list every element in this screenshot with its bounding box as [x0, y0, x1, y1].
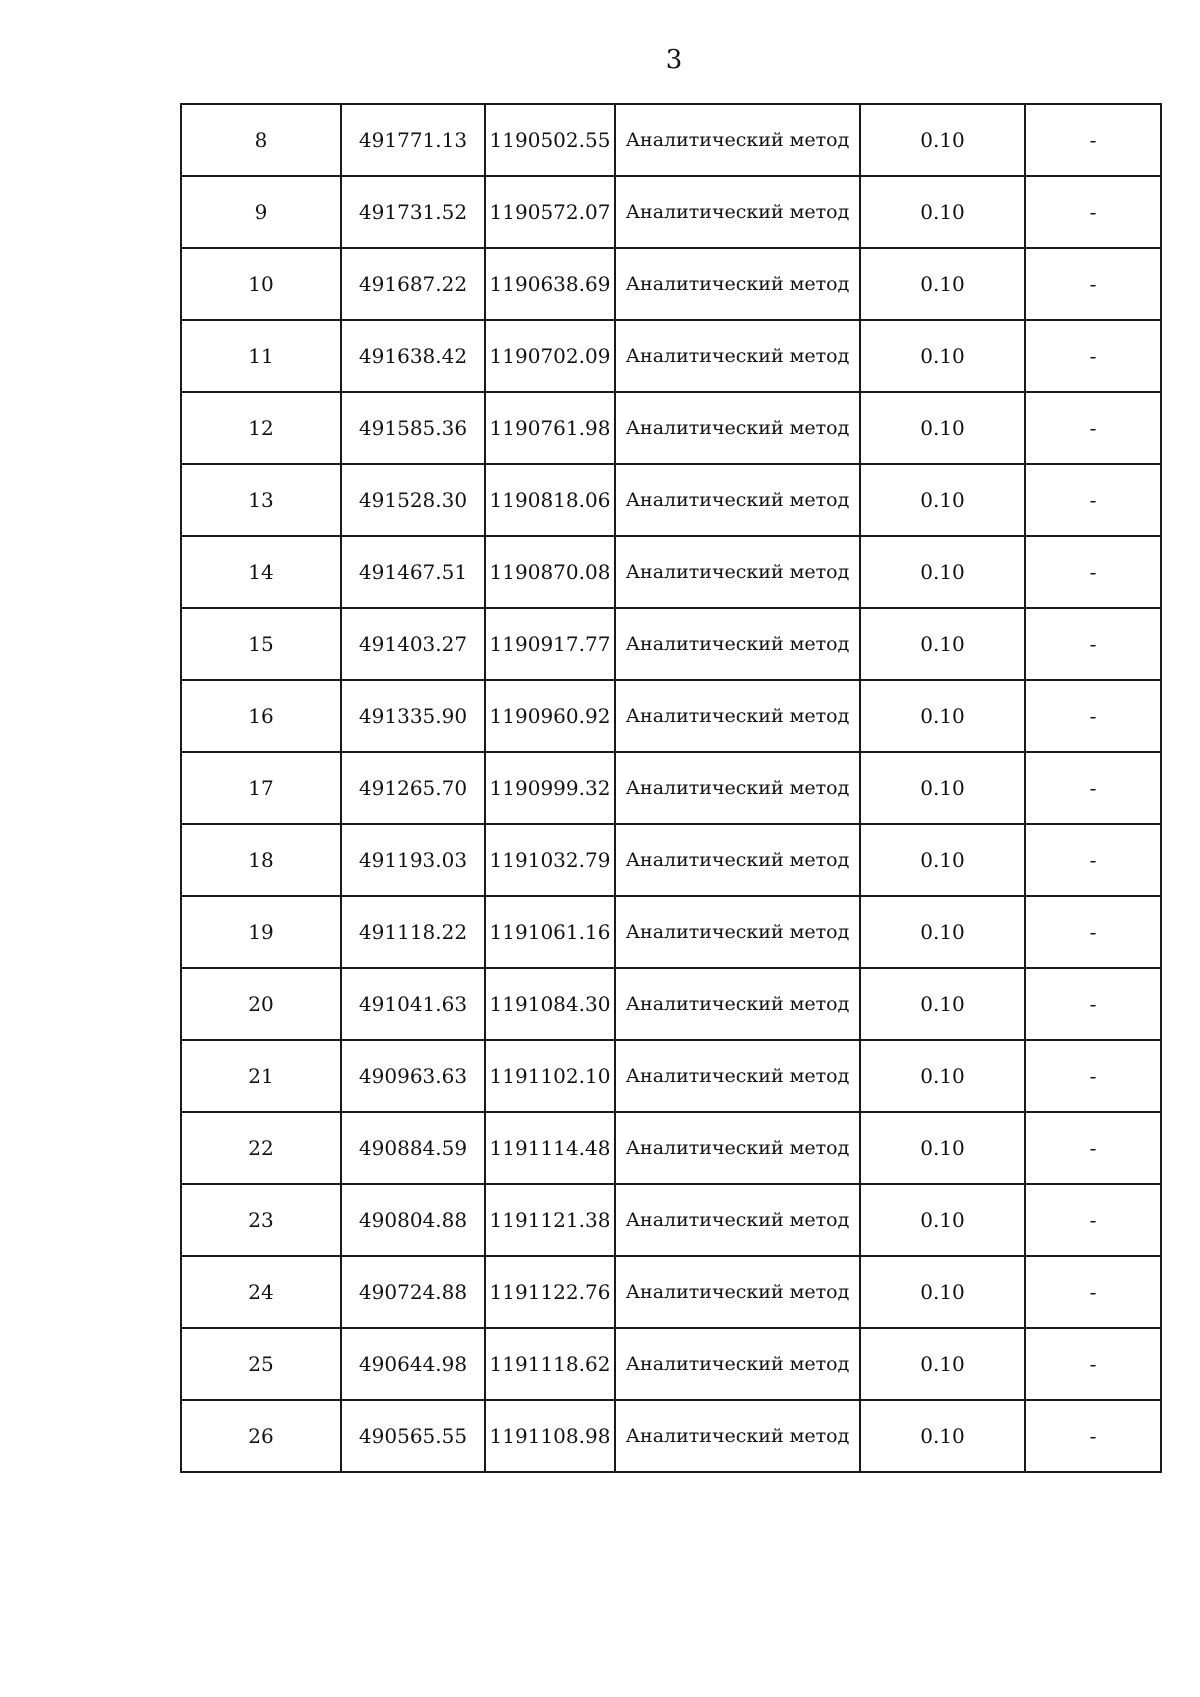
y-coordinate-cell: 1190917.77 — [485, 608, 615, 680]
method-cell: Аналитический метод — [615, 680, 860, 752]
point-number-cell: 26 — [181, 1400, 341, 1472]
table-row — [181, 104, 1161, 176]
x-coordinate-cell: 491403.27 — [341, 608, 485, 680]
y-coordinate-cell: 1190702.09 — [485, 320, 615, 392]
table-row — [181, 1184, 1161, 1256]
accuracy-cell: 0.10 — [860, 1328, 1025, 1400]
table-row — [181, 1040, 1161, 1112]
y-coordinate-cell: 1190999.32 — [485, 752, 615, 824]
method-cell: Аналитический метод — [615, 536, 860, 608]
table-row — [181, 608, 1161, 680]
accuracy-cell: 0.10 — [860, 1256, 1025, 1328]
y-coordinate-cell: 1191122.76 — [485, 1256, 615, 1328]
x-coordinate-cell: 491771.13 — [341, 104, 485, 176]
table-body — [181, 104, 1161, 1472]
y-coordinate-cell: 1191118.62 — [485, 1328, 615, 1400]
note-cell: - — [1025, 1256, 1161, 1328]
table-row — [181, 1328, 1161, 1400]
accuracy-cell: 0.10 — [860, 896, 1025, 968]
x-coordinate-cell: 491687.22 — [341, 248, 485, 320]
point-number-cell: 17 — [181, 752, 341, 824]
point-number-cell: 8 — [181, 104, 341, 176]
x-coordinate-cell: 491041.63 — [341, 968, 485, 1040]
point-number-cell: 20 — [181, 968, 341, 1040]
point-number-cell: 12 — [181, 392, 341, 464]
note-cell: - — [1025, 248, 1161, 320]
method-cell: Аналитический метод — [615, 392, 860, 464]
accuracy-cell: 0.10 — [860, 680, 1025, 752]
method-cell: Аналитический метод — [615, 968, 860, 1040]
accuracy-cell: 0.10 — [860, 968, 1025, 1040]
note-cell: - — [1025, 752, 1161, 824]
accuracy-cell: 0.10 — [860, 176, 1025, 248]
x-coordinate-cell: 491265.70 — [341, 752, 485, 824]
page-number: 3 — [665, 45, 683, 75]
y-coordinate-cell: 1191114.48 — [485, 1112, 615, 1184]
method-cell: Аналитический метод — [615, 1328, 860, 1400]
y-coordinate-cell: 1190818.06 — [485, 464, 615, 536]
point-number-cell: 22 — [181, 1112, 341, 1184]
note-cell: - — [1025, 680, 1161, 752]
table-row — [181, 464, 1161, 536]
method-cell: Аналитический метод — [615, 1400, 860, 1472]
x-coordinate-cell: 490644.98 — [341, 1328, 485, 1400]
x-coordinate-cell: 491731.52 — [341, 176, 485, 248]
note-cell: - — [1025, 1328, 1161, 1400]
method-cell: Аналитический метод — [615, 1040, 860, 1112]
accuracy-cell: 0.10 — [860, 752, 1025, 824]
point-number-cell: 21 — [181, 1040, 341, 1112]
method-cell: Аналитический метод — [615, 104, 860, 176]
table-row — [181, 248, 1161, 320]
point-number-cell: 11 — [181, 320, 341, 392]
table-row — [181, 680, 1161, 752]
method-cell: Аналитический метод — [615, 1112, 860, 1184]
point-number-cell: 9 — [181, 176, 341, 248]
point-number-cell: 19 — [181, 896, 341, 968]
y-coordinate-cell: 1190761.98 — [485, 392, 615, 464]
note-cell: - — [1025, 176, 1161, 248]
point-number-cell: 18 — [181, 824, 341, 896]
x-coordinate-cell: 491335.90 — [341, 680, 485, 752]
point-number-cell: 23 — [181, 1184, 341, 1256]
note-cell: - — [1025, 608, 1161, 680]
method-cell: Аналитический метод — [615, 824, 860, 896]
accuracy-cell: 0.10 — [860, 608, 1025, 680]
accuracy-cell: 0.10 — [860, 248, 1025, 320]
accuracy-cell: 0.10 — [860, 1040, 1025, 1112]
note-cell: - — [1025, 392, 1161, 464]
table-row — [181, 320, 1161, 392]
coordinates-table — [180, 103, 1162, 1473]
accuracy-cell: 0.10 — [860, 104, 1025, 176]
x-coordinate-cell: 491585.36 — [341, 392, 485, 464]
note-cell: - — [1025, 968, 1161, 1040]
point-number-cell: 25 — [181, 1328, 341, 1400]
point-number-cell: 13 — [181, 464, 341, 536]
x-coordinate-cell: 490804.88 — [341, 1184, 485, 1256]
point-number-cell: 24 — [181, 1256, 341, 1328]
method-cell: Аналитический метод — [615, 176, 860, 248]
point-number-cell: 14 — [181, 536, 341, 608]
x-coordinate-cell: 490724.88 — [341, 1256, 485, 1328]
table-row — [181, 392, 1161, 464]
y-coordinate-cell: 1191084.30 — [485, 968, 615, 1040]
table-row — [181, 176, 1161, 248]
accuracy-cell: 0.10 — [860, 1112, 1025, 1184]
accuracy-cell: 0.10 — [860, 1184, 1025, 1256]
note-cell: - — [1025, 824, 1161, 896]
table-row — [181, 1112, 1161, 1184]
note-cell: - — [1025, 536, 1161, 608]
method-cell: Аналитический метод — [615, 1184, 860, 1256]
x-coordinate-cell: 490565.55 — [341, 1400, 485, 1472]
accuracy-cell: 0.10 — [860, 464, 1025, 536]
method-cell: Аналитический метод — [615, 896, 860, 968]
y-coordinate-cell: 1191102.10 — [485, 1040, 615, 1112]
note-cell: - — [1025, 104, 1161, 176]
y-coordinate-cell: 1191032.79 — [485, 824, 615, 896]
y-coordinate-cell: 1191121.38 — [485, 1184, 615, 1256]
x-coordinate-cell: 491467.51 — [341, 536, 485, 608]
table-row — [181, 968, 1161, 1040]
note-cell: - — [1025, 1040, 1161, 1112]
table-row — [181, 536, 1161, 608]
method-cell: Аналитический метод — [615, 320, 860, 392]
x-coordinate-cell: 491118.22 — [341, 896, 485, 968]
x-coordinate-cell: 491193.03 — [341, 824, 485, 896]
method-cell: Аналитический метод — [615, 248, 860, 320]
point-number-cell: 10 — [181, 248, 341, 320]
note-cell: - — [1025, 1184, 1161, 1256]
x-coordinate-cell: 490884.59 — [341, 1112, 485, 1184]
x-coordinate-cell: 491528.30 — [341, 464, 485, 536]
accuracy-cell: 0.10 — [860, 1400, 1025, 1472]
accuracy-cell: 0.10 — [860, 320, 1025, 392]
point-number-cell: 16 — [181, 680, 341, 752]
y-coordinate-cell: 1190502.55 — [485, 104, 615, 176]
table-row — [181, 824, 1161, 896]
accuracy-cell: 0.10 — [860, 536, 1025, 608]
method-cell: Аналитический метод — [615, 1256, 860, 1328]
y-coordinate-cell: 1190572.07 — [485, 176, 615, 248]
note-cell: - — [1025, 896, 1161, 968]
table-row — [181, 752, 1161, 824]
method-cell: Аналитический метод — [615, 752, 860, 824]
note-cell: - — [1025, 464, 1161, 536]
x-coordinate-cell: 491638.42 — [341, 320, 485, 392]
note-cell: - — [1025, 320, 1161, 392]
method-cell: Аналитический метод — [615, 608, 860, 680]
accuracy-cell: 0.10 — [860, 824, 1025, 896]
table-row — [181, 1400, 1161, 1472]
note-cell: - — [1025, 1400, 1161, 1472]
method-cell: Аналитический метод — [615, 464, 860, 536]
y-coordinate-cell: 1191108.98 — [485, 1400, 615, 1472]
y-coordinate-cell: 1190638.69 — [485, 248, 615, 320]
y-coordinate-cell: 1191061.16 — [485, 896, 615, 968]
table-row — [181, 1256, 1161, 1328]
point-number-cell: 15 — [181, 608, 341, 680]
note-cell: - — [1025, 1112, 1161, 1184]
y-coordinate-cell: 1190960.92 — [485, 680, 615, 752]
accuracy-cell: 0.10 — [860, 392, 1025, 464]
x-coordinate-cell: 490963.63 — [341, 1040, 485, 1112]
y-coordinate-cell: 1190870.08 — [485, 536, 615, 608]
table-row — [181, 896, 1161, 968]
